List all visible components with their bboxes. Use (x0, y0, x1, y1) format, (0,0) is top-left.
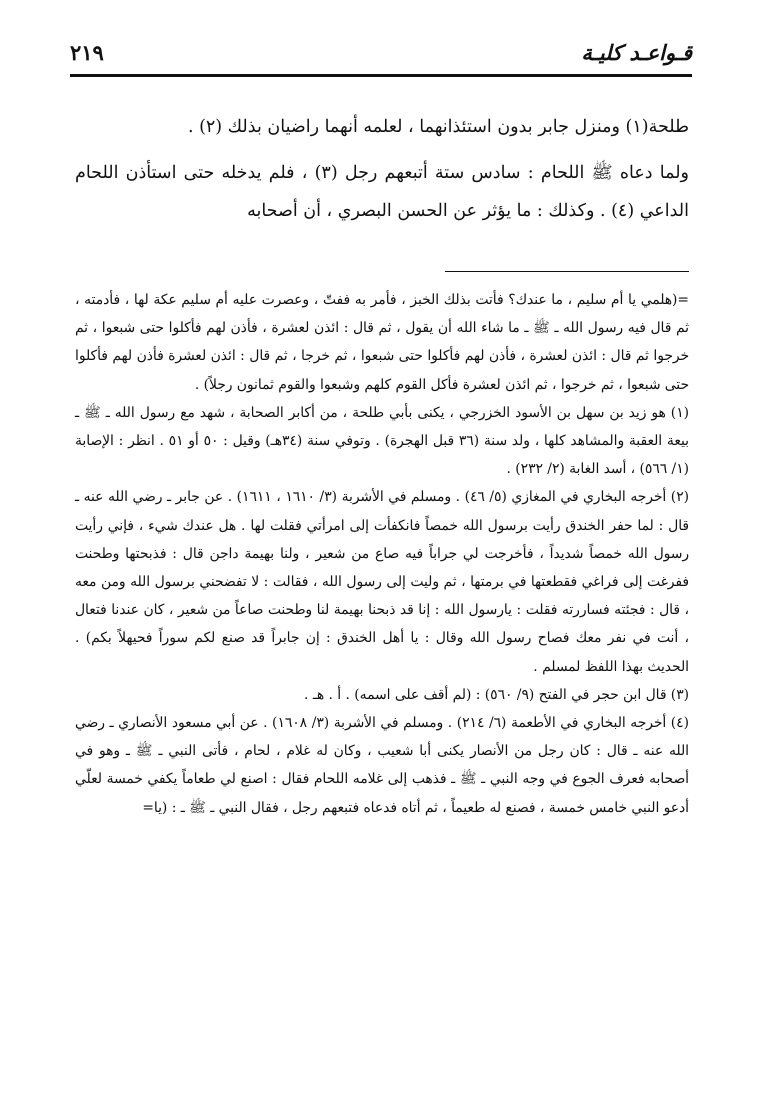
footnote-continuation: =(هلمي يا أم سليم ، ما عندك؟ فأتت بذلك الخبز ، فأمر به ففتّ ، وعصرت عليه أم سليم عكة لها ، فأدمته ، ثم قال فيه رسول الله ـ ﷺ ـ ما شاء الله أن يقول ، ثم قال : ائذن لعشرة ، فأذن لهم فأكلوا حتى شبعوا ، ثم خرجوا ثم قال : ائذن لعشرة ، فأذن لهم فأكلوا حتى شبعوا ، ثم خرجا ، ثم قال : ائذن لعشرة فأذن لهم فأكلوا حتى شبعوا ، ثم خرجوا ، ثم ائذن لعشرة فأكل القوم كلهم وشبعوا والقوم ثمانون رجلاً) . (75, 292, 689, 393)
footnotes (75, 286, 689, 822)
footnote-3: (٣) قال ابن حجر في الفتح (٩/ ٥٦٠) : (لم أقف على اسمه) . أ . هـ . (304, 686, 689, 703)
main-paragraph-2: ولما دعاه ﷺ اللحام : سادس ستة أتبعهم رجل (٣) ، فلم يدخله حتى استأذن اللحام الداعي (٤) . وكذلك : ما يؤثر عن الحسن البصري ، أن أصحابه (75, 163, 689, 221)
page-header (70, 38, 692, 72)
header-rule (70, 74, 692, 77)
main-text (75, 108, 689, 238)
main-paragraph-1: طلحة(١) ومنزل جابر بدون استئذانهما ، لعلمه أنهما راضيان بذلك (٢) . (187, 117, 689, 137)
footnote-1: (١) هو زيد بن سهل بن الأسود الخزرجي ، يكنى بأبي طلحة ، من أكابر الصحابة ، شهد مع رسول الله ـ ﷺ ـ بيعة العقبة والمشاهد كلها ، ولد سنة (٣٦ قبل الهجرة) . وتوفي سنة (٣٤هـ) وقيل : ٥٠ أو ٥١ . انظر : الإصابة (١/ ٥٦٦) ، أسد الغابة (٢/ ٢٣٢) . (75, 404, 689, 478)
page-number: ٢١٩ (70, 40, 104, 65)
running-title: قـواعـد كليـة (581, 40, 692, 65)
footnote-4: (٤) أخرجه البخاري في الأطعمة (٦/ ٢١٤) . ومسلم في الأشربة (٣/ ١٦٠٨) . عن أبي مسعود الأنصاري ـ رضي الله عنه ـ قال : كان رجل من الأنصار يكنى أبا شعيب ، وكان له غلام ، لحام ، فأتى النبي ـ ﷺ ـ وهو في أصحابه فعرف الجوع في وجه النبي ـ ﷺ ـ فذهب إلى غلامه اللحام فقال : اصنع لي طعاماً يكفي خمسة لعلّي أدعو النبي خامس خمسة ، فصنع له طعيماً ، ثم أتاه فدعاه فتبعهم رجل ، فقال النبي ـ ﷺ ـ : (يا= (75, 715, 689, 816)
footnote-2: (٢) أخرجه البخاري في المغازي (٥/ ٤٦) . ومسلم في الأشربة (٣/ ١٦١٠ ، ١٦١١) . عن جابر ـ رضي الله عنه ـ قال : لما حفر الخندق رأيت برسول الله خمصاً فانكفأت إلى امرأتي فقلت لها . هل عندك شيء ، فإني رأيت رسول الله خمصاً شديداً ، فأخرجت لي جراباً فيه صاع من شعير ، ولنا بهيمة داجن قال : فذبحتها وطحنت ففرغت إلى فراغي فقطعتها في برمتها ، ثم وليت إلى رسول الله ، فقالت : لا تفضحني برسول الله ومن معه ، قال : فجئته فساررته فقلت : يارسول الله : إنا قد ذبحنا بهيمة لنا وطحنت صاعاً من شعير ، كان عندنا فتعال ، أنت في نفر معك فصاح رسول الله وقال : يا أهل الخندق : إن جابراً قد صنع لكم سوراً فحيهلاً بكم) . الحديث بهذا اللفظ لمسلم . (75, 489, 690, 675)
footnote-separator (445, 271, 689, 272)
